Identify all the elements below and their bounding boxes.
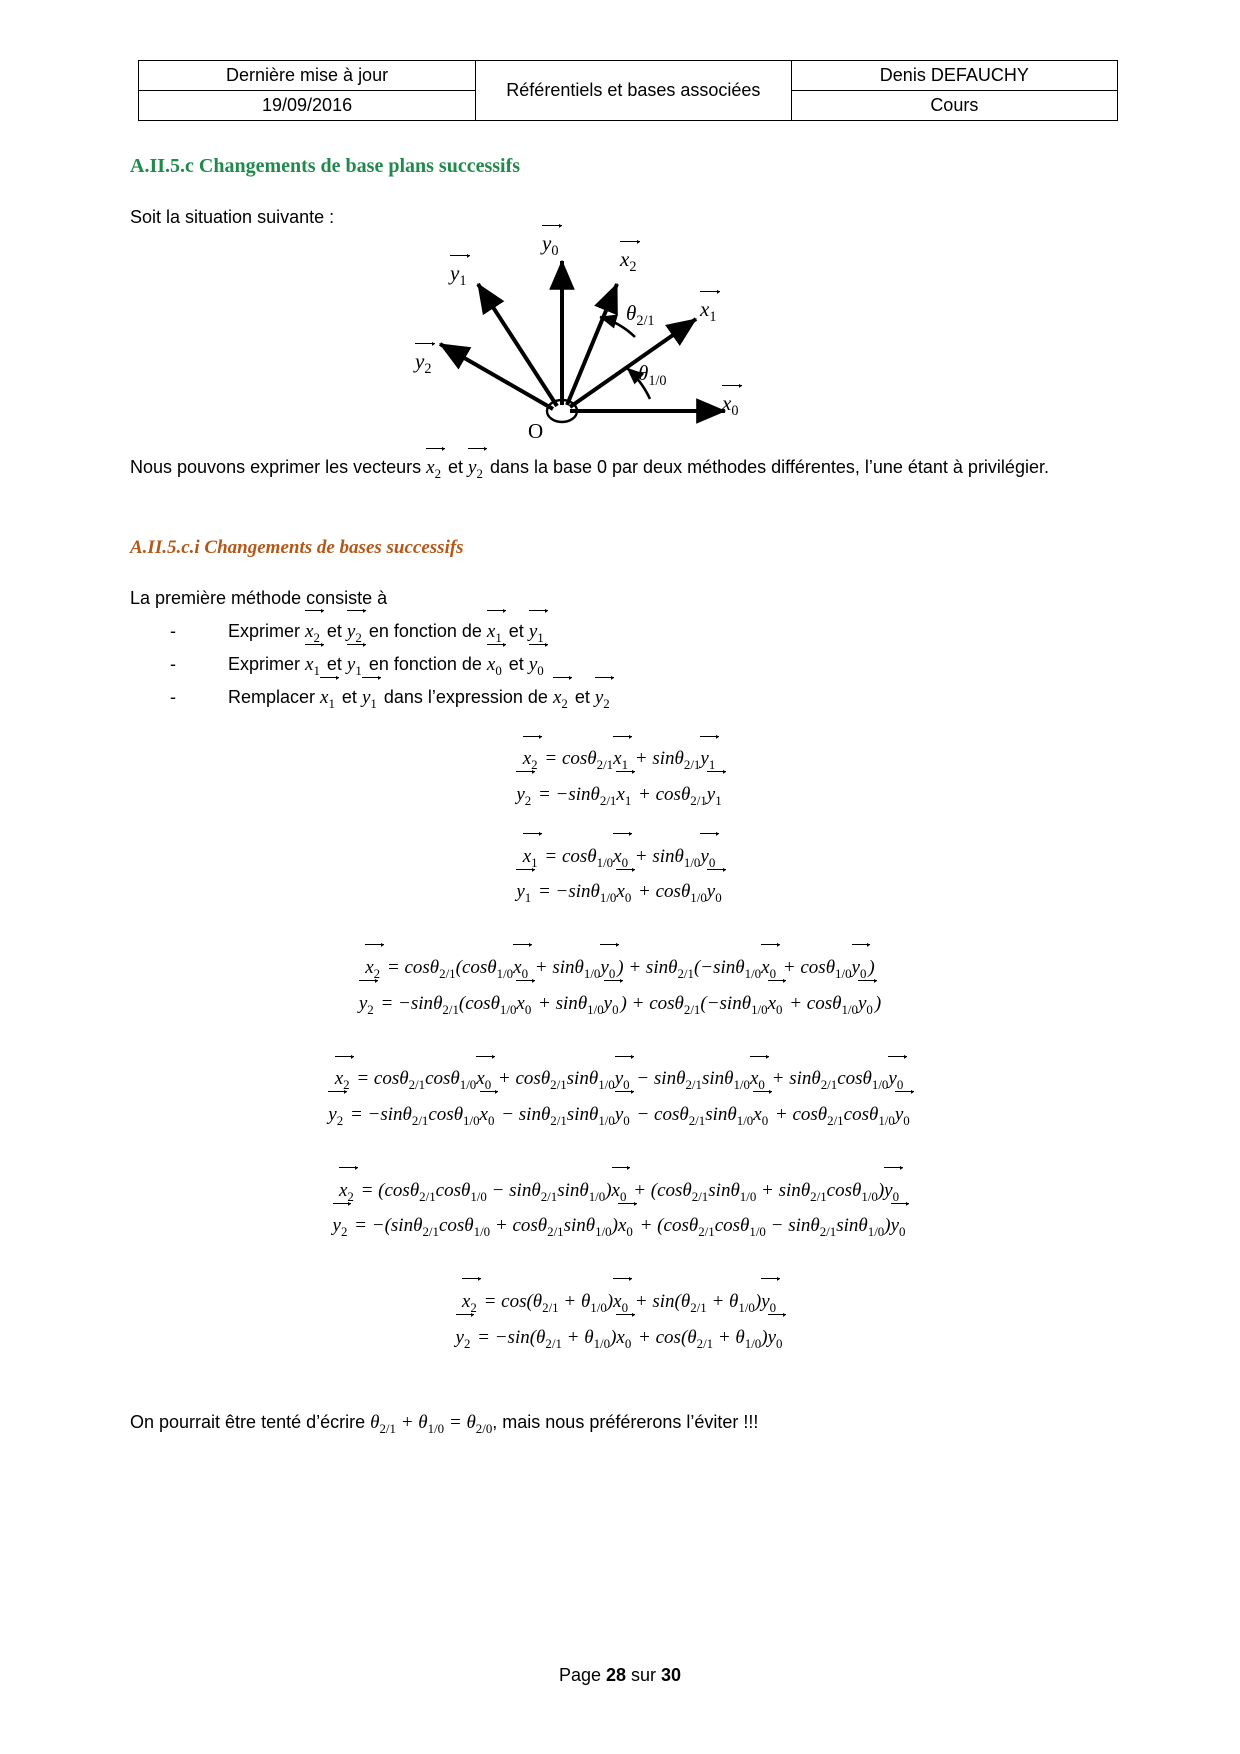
after-figure-text-2: et xyxy=(443,457,469,477)
section-intro-text: Soit la situation suivante : xyxy=(130,207,335,227)
header-author: Denis DEFAUCHY xyxy=(791,61,1117,91)
inline-vector-x2: $x_2$ xyxy=(426,454,443,483)
vec-y1: $y_1$ xyxy=(529,616,546,649)
label-y1: $y_1$ xyxy=(450,261,467,290)
after-figure-text-3: dans la base 0 par deux méthodes différentes, l’une étant à privilégier. xyxy=(484,457,1049,477)
after-figure-paragraph xyxy=(130,454,1110,483)
footer-middle: sur xyxy=(626,1665,662,1685)
equation-line: $x_2 = \cos\theta_{2/1}(\cos\theta_{1/0}x_0 + \sin\theta_{1/0}y_0$ ) + $\sin\theta_{2/1}(-\sin\theta_{1/0}x_0 + \cos\theta_{1/0}y_0$ ) xyxy=(130,950,1110,986)
equation-block-5 xyxy=(130,1173,1110,1244)
header-doc-type: Cours xyxy=(791,91,1117,121)
document-header-table xyxy=(138,60,1118,121)
label-origin: O xyxy=(528,419,544,443)
method-steps-list xyxy=(130,616,1110,715)
vec-x1: $x_1$ xyxy=(305,649,322,682)
equation-line: $y_2 = -\sin\theta_{2/1}x_1 + \cos\theta_{2/1}y_1$ xyxy=(130,777,1110,813)
vector-x1-arrow xyxy=(570,319,696,407)
header-document-title: Référentiels et bases associées xyxy=(476,61,792,121)
equation-block-3 xyxy=(130,950,1110,1021)
inline-vector-y2: $y_2$ xyxy=(468,454,485,483)
equation-block-2 xyxy=(130,839,1110,910)
equation-line: $y_2 = -\sin\theta_{2/1}\cos\theta_{1/0}x_0 - \sin\theta_{2/1}\sin\theta_{1/0}y_0 - \cos\theta_{2/1}\sin\theta_{1/0}x_0 + \cos\theta_{2/1}\cos\theta_{1/0}y_0$ xyxy=(130,1097,1110,1133)
vec-x1: $x_1$ xyxy=(487,616,504,649)
header-row-top xyxy=(139,61,1118,91)
header-date: 19/09/2016 xyxy=(139,91,476,121)
vec-y2: $y_2$ xyxy=(347,616,364,649)
vec-y2: $y_2$ xyxy=(595,682,612,715)
equation-line: $x_2 = \cos\theta_{2/1}x_1 + \sin\theta_{2/1}y_1$ xyxy=(130,741,1110,777)
equation-block-1 xyxy=(130,741,1110,812)
footer-prefix: Page xyxy=(558,1665,606,1685)
equation-line: $y_2 = -\sin\theta_{2/1}(\cos\theta_{1/0}x_0 + \sin\theta_{1/0}y_0$ ) + $\cos\theta_{2/1}(-\sin\theta_{1/0}x_0 + \cos\theta_{1/0}y_0$ ) xyxy=(130,986,1110,1022)
page-footer xyxy=(0,1665,1240,1686)
vec-x2: $x_2$ xyxy=(553,682,570,715)
label-x2: $x_2$ xyxy=(620,247,637,276)
vector-x2-arrow xyxy=(567,284,617,405)
list-item: - Exprimer $x_2$ et $y_2$ en fonction de $x_1$ et $y_1$ xyxy=(170,616,1110,649)
label-theta-2-1: $\theta_{2/1}$ xyxy=(626,301,655,330)
closing-paragraph xyxy=(130,1409,1110,1438)
vec-x2: $x_2$ xyxy=(305,616,322,649)
equation-line: $x_1 = \cos\theta_{1/0}x_0 + \sin\theta_{1/0}y_0$ xyxy=(130,839,1110,875)
vec-x0: $x_0$ xyxy=(487,649,504,682)
label-x0: $x_0$ xyxy=(722,391,739,420)
closing-text-1: On pourrait être tenté d’écrire xyxy=(130,1412,371,1433)
subsection-intro-text: La première méthode consiste à xyxy=(130,588,388,609)
equation-line: $x_2 = \cos\theta_{2/1}\cos\theta_{1/0}x_0 + \cos\theta_{2/1}\sin\theta_{1/0}y_0 - \sin\theta_{2/1}\sin\theta_{1/0}x_0 + \sin\theta_{2/1}\cos\theta_{1/0}y_0$ xyxy=(130,1061,1110,1097)
vector-figure xyxy=(130,231,1110,454)
label-y0: $y_0$ xyxy=(542,231,559,260)
list-item: - Remplacer $x_1$ et $y_1$ dans l’expression de $x_2$ et $y_2$ xyxy=(170,682,1110,715)
after-figure-text-1: Nous pouvons exprimer les vecteurs xyxy=(130,457,427,477)
label-theta-1-0: $\theta_{1/0}$ xyxy=(638,361,667,390)
subsection-title: A.II.5.c.i Changements de bases successifs xyxy=(130,537,464,559)
equation-line: $y_2 = -\sin(\theta_{2/1} + \theta_{1/0})x_0 + \cos(\theta_{2/1} + \theta_{1/0})y_0$ xyxy=(130,1320,1110,1356)
footer-page-number: 28 xyxy=(605,1665,627,1685)
equation-line: $y_2 = -(\sin\theta_{2/1}\cos\theta_{1/0} + \cos\theta_{2/1}\sin\theta_{1/0})x_0 + (\cos\theta_{2/1}\cos\theta_{1/0} - \sin\theta_{2/1}\sin\theta_{1/0})y_0$ xyxy=(130,1208,1110,1244)
footer-total-pages: 30 xyxy=(661,1665,682,1685)
equation-block-6 xyxy=(130,1284,1110,1355)
label-y2: $y_2$ xyxy=(415,349,432,378)
vec-x1: $x_1$ xyxy=(320,682,337,715)
closing-text-2: , mais nous préférerons l’éviter !!! xyxy=(492,1412,759,1433)
list-item: - Exprimer $x_1$ et $y_1$ en fonction de $x_0$ et $y_0$ xyxy=(170,649,1110,682)
vec-y0: $y_0$ xyxy=(529,649,546,682)
vec-y1: $y_1$ xyxy=(347,649,364,682)
equation-line: $x_2 = (\cos\theta_{2/1}\cos\theta_{1/0} - \sin\theta_{2/1}\sin\theta_{1/0})x_0 + (\cos\theta_{2/1}\sin\theta_{1/0} + \sin\theta_{2/1}\cos\theta_{1/0})y_0$ xyxy=(130,1173,1110,1209)
equation-line: $x_2 = \cos(\theta_{2/1} + \theta_{1/0})x_0 + \sin(\theta_{2/1} + \theta_{1/0})y_0$ xyxy=(130,1284,1110,1320)
equation-block-4 xyxy=(130,1061,1110,1132)
label-x1: $x_1$ xyxy=(700,297,717,326)
equation-line: $y_1 = -\sin\theta_{1/0}x_0 + \cos\theta_{1/0}y_0$ xyxy=(130,874,1110,910)
header-last-update-label: Dernière mise à jour xyxy=(139,61,476,91)
closing-math: $\theta_{2/1} + \theta_{1/0} = \theta_{2/0}$ xyxy=(370,1412,493,1437)
section-title: A.II.5.c Changements de base plans successifs xyxy=(130,155,521,177)
vec-y1: $y_1$ xyxy=(362,682,379,715)
